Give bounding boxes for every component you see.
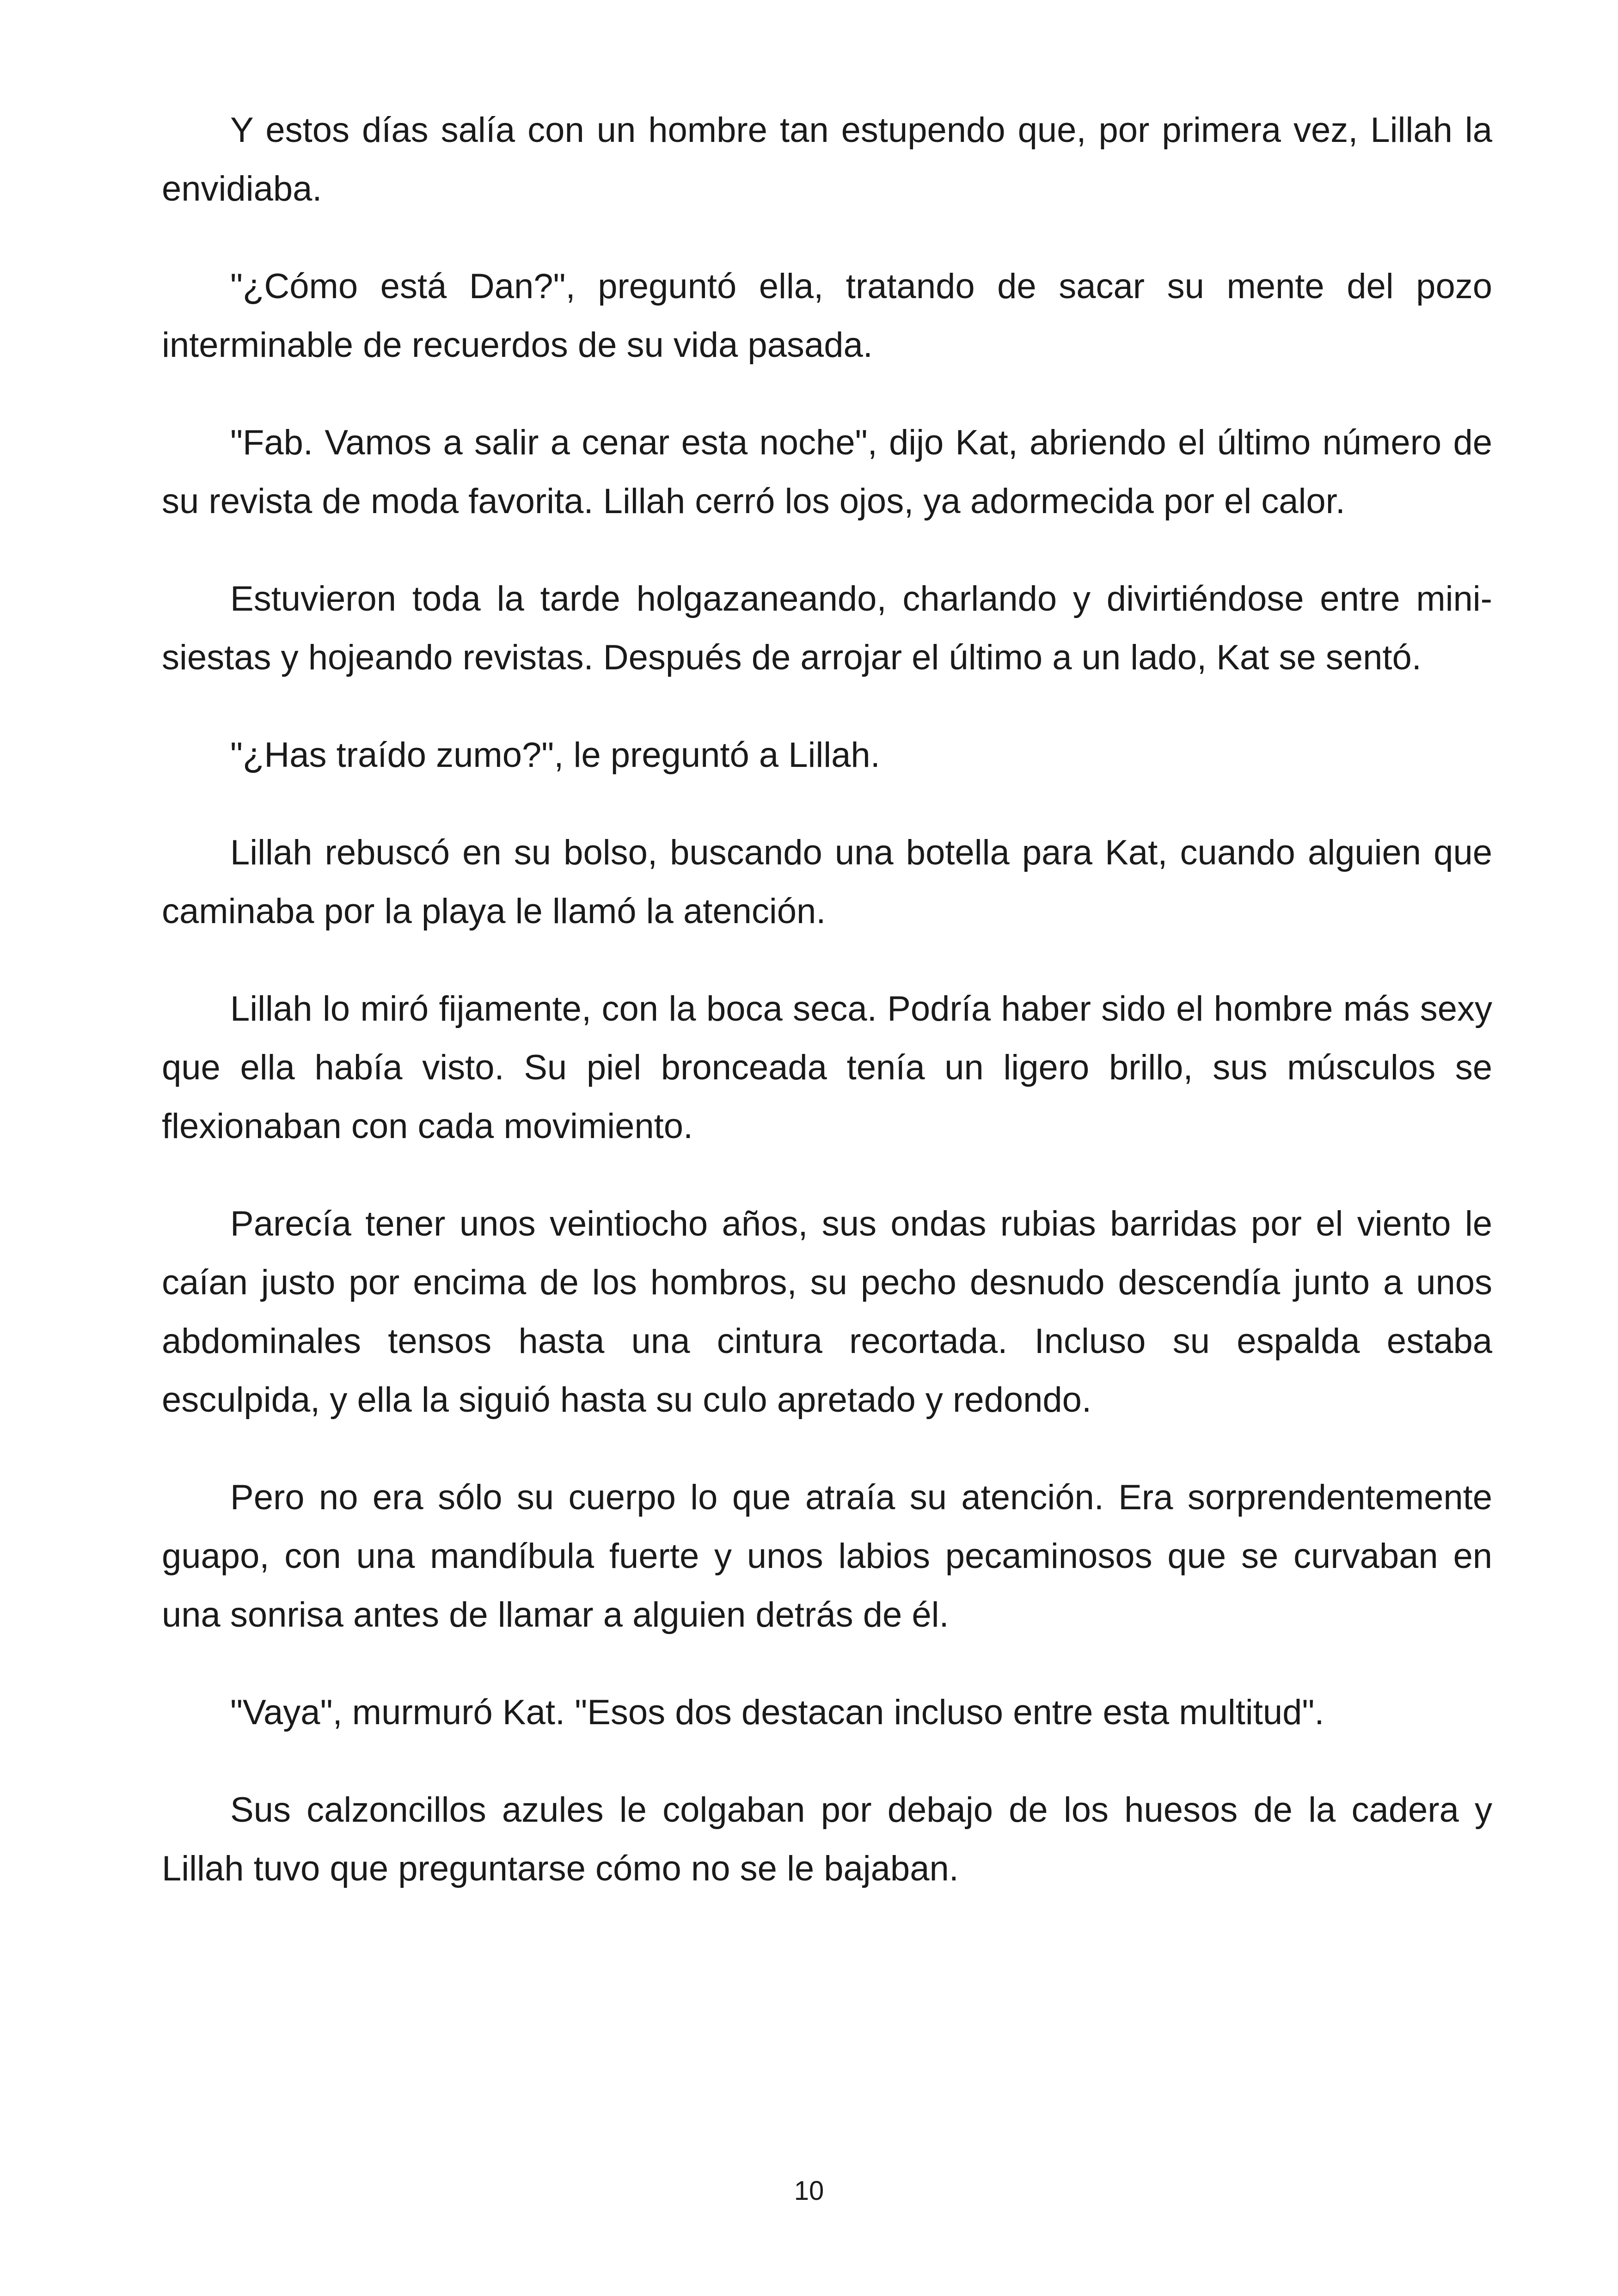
page-number: 10 [794, 2176, 824, 2206]
paragraph: Estuvieron toda la tarde holgazaneando, charlando y divirtiéndose entre mini-siestas y hojeando revistas. Después de arrojar el último a un lado, Kat se sentó. [162, 579, 1492, 677]
paragraph: Parecía tener unos veintiocho años, sus ondas rubias barridas por el viento le caían justo por encima de los hombros, su pecho desnudo descendía junto a unos abdominales tensos hasta una cintura recortada. Incluso su espalda estaba esculpida, y ella la siguió hasta su culo apretado y redondo. [162, 1204, 1492, 1420]
paragraph: Sus calzoncillos azules le colgaban por debajo de los huesos de la cadera y Lillah tuvo que preguntarse cómo no se le bajaban. [162, 1790, 1492, 1888]
paragraph: "Vaya", murmuró Kat. "Esos dos destacan incluso entre esta multitud". [230, 1693, 1324, 1732]
paragraph: "¿Has traído zumo?", le preguntó a Lillah. [230, 735, 880, 775]
paragraph: Lillah rebuscó en su bolso, buscando una botella para Kat, cuando alguien que caminaba por la playa le llamó la atención. [162, 833, 1492, 931]
paragraph: "¿Cómo está Dan?", preguntó ella, tratando de sacar su mente del pozo interminable de recuerdos de su vida pasada. [162, 267, 1492, 365]
paragraph: "Fab. Vamos a salir a cenar esta noche", dijo Kat, abriendo el último número de su revista de moda favorita. Lillah cerró los ojos, ya adormecida por el calor. [162, 423, 1492, 521]
paragraph: Lillah lo miró fijamente, con la boca seca. Podría haber sido el hombre más sexy que ella había visto. Su piel bronceada tenía un ligero brillo, sus músculos se flexionaban con cada movimiento. [162, 989, 1492, 1146]
body-text [162, 101, 1492, 1937]
paragraph: Y estos días salía con un hombre tan estupendo que, por primera vez, Lillah la envidiaba. [162, 110, 1492, 208]
paragraph: Pero no era sólo su cuerpo lo que atraía su atención. Era sorprendentemente guapo, con una mandíbula fuerte y unos labios pecaminosos que se curvaban en una sonrisa antes de llamar a alguien detrás de él. [162, 1478, 1492, 1635]
